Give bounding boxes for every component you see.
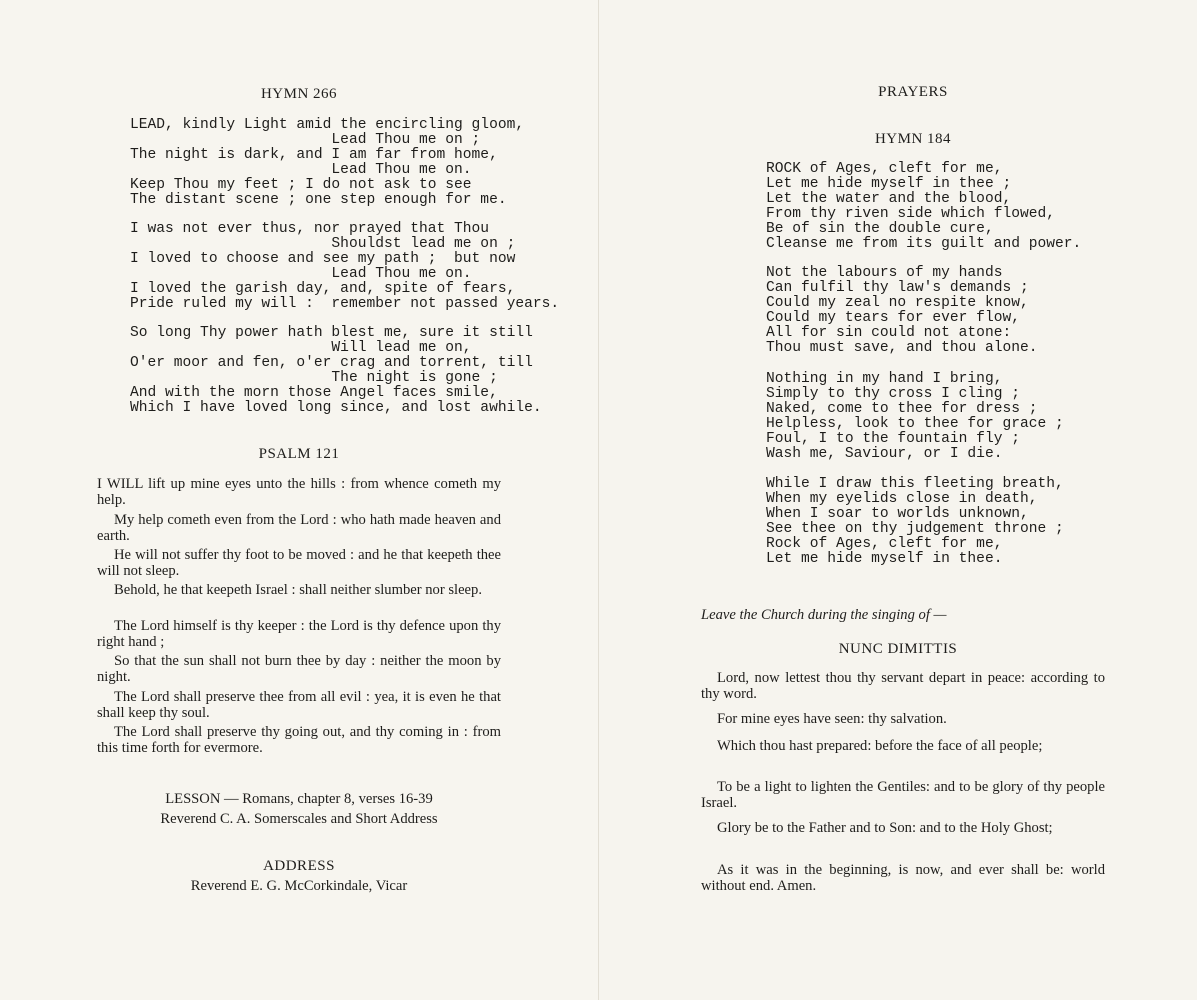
psalm-verse-8: The Lord shall preserve thy going out, and thy coming in : from this time forth for evermore. bbox=[97, 724, 501, 756]
nunc-verse-1: Lord, now lettest thou thy servant depart in peace: according to thy word. bbox=[701, 670, 1105, 702]
hymn-266-title: HYMN 266 bbox=[260, 86, 338, 102]
hymn-184-verse-3: Nothing in my hand I bring, Simply to thy cross I cling ; Naked, come to thee for dress ; Helpless, look to thee for grace ; Foul, I to the fountain fly ; Wash me, Saviour, or I die. bbox=[766, 371, 1064, 462]
nunc-verse-6: As it was in the beginning, is now, and ever shall be: world without end. Amen. bbox=[701, 862, 1105, 894]
right-page bbox=[599, 0, 1197, 1000]
psalm-verse-4: Behold, he that keepeth Israel : shall neither slumber nor sleep. bbox=[114, 582, 482, 598]
prayers-title: PRAYERS bbox=[878, 84, 948, 100]
hymn-184-verse-1: ROCK of Ages, cleft for me, Let me hide myself in thee ; Let the water and the blood, From thy riven side which flowed, Be of sin the double cure, Cleanse me from its guilt and power. bbox=[766, 161, 1082, 252]
hymn-184-title: HYMN 184 bbox=[874, 131, 952, 147]
address-title: ADDRESS bbox=[263, 858, 335, 874]
hymn-266-verse-1: LEAD, kindly Light amid the encircling gloom, Lead Thou me on ; The night is dark, and I am far from home, Lead Thou me on. Keep Thou my feet ; I do not ask to see The distant scene ; one step enough for me. bbox=[130, 117, 525, 208]
hymn-266-verse-3: So long Thy power hath blest me, sure it still Will lead me on, O'er moor and fen, o'er crag and torrent, till The night is gone ; And with the morn those Angel faces smile, Which I have loved long since, and lost awhile. bbox=[130, 325, 542, 416]
nunc-verse-5: Glory be to the Father and to Son: and to the Holy Ghost; bbox=[717, 820, 1053, 836]
psalm-verse-6: So that the sun shall not burn thee by day : neither the moon by night. bbox=[97, 653, 501, 685]
hymn-184-verse-2: Not the labours of my hands Can fulfil thy law's demands ; Could my zeal no respite know, Could my tears for ever flow, All for sin could not atone: Thou must save, and thou alone. bbox=[766, 265, 1038, 356]
leave-church-note: Leave the Church during the singing of — bbox=[701, 607, 947, 623]
nunc-dimittis-title: NUNC DIMITTIS bbox=[838, 641, 958, 657]
nunc-verse-4: To be a light to lighten the Gentiles: and to be glory of thy people Israel. bbox=[701, 779, 1105, 811]
address-reader-line: Reverend E. G. McCorkindale, Vicar bbox=[190, 878, 408, 894]
hymn-266-verse-2: I was not ever thus, nor prayed that Thou Shouldst lead me on ; I loved to choose and see my path ; but now Lead Thou me on. I loved the garish day, and, spite of fears, Pride ruled my will : remember not passed years. bbox=[130, 221, 560, 312]
lesson-reader-line: Reverend C. A. Somerscales and Short Address bbox=[160, 811, 438, 827]
nunc-verse-3: Which thou hast prepared: before the face of all people; bbox=[717, 738, 1043, 754]
psalm-verse-1: I WILL lift up mine eyes unto the hills : from whence cometh my help. bbox=[97, 476, 501, 508]
psalm-121-title: PSALM 121 bbox=[258, 446, 340, 462]
psalm-verse-7: The Lord shall preserve thee from all evil : yea, it is even he that shall keep thy soul. bbox=[97, 689, 501, 721]
hymn-184-verse-4: While I draw this fleeting breath, When my eyelids close in death, When I soar to worlds unknown, See thee on thy judgement throne ; Rock of Ages, cleft for me, Let me hide myself in thee. bbox=[766, 476, 1064, 567]
nunc-verse-2: For mine eyes have seen: thy salvation. bbox=[717, 711, 947, 727]
psalm-verse-2: My help cometh even from the Lord : who hath made heaven and earth. bbox=[97, 512, 501, 544]
psalm-verse-5: The Lord himself is thy keeper : the Lord is thy defence upon thy right hand ; bbox=[97, 618, 501, 650]
lesson-line: LESSON — Romans, chapter 8, verses 16-39 bbox=[165, 791, 433, 807]
psalm-verse-3: He will not suffer thy foot to be moved : and he that keepeth thee will not sleep. bbox=[97, 547, 501, 579]
